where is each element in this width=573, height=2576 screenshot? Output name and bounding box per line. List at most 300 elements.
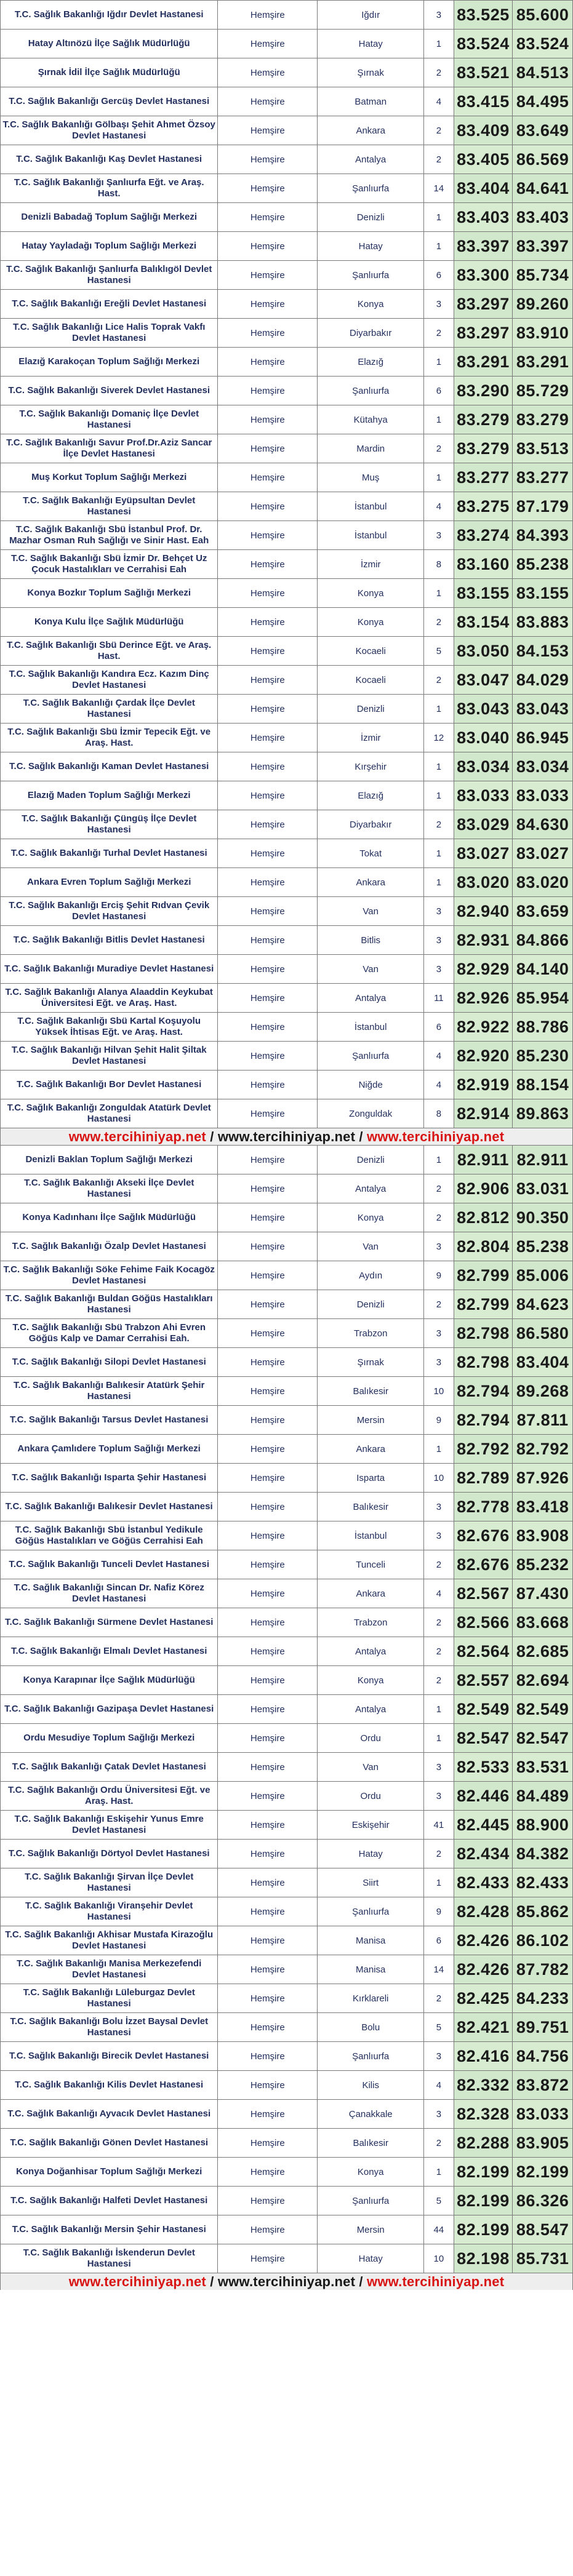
position-cell: Hemşire — [218, 724, 318, 752]
city-cell: Şanlıurfa — [318, 1042, 424, 1071]
city-cell: Zonguldak — [318, 1099, 424, 1128]
quota-cell: 1 — [424, 1435, 454, 1464]
max-score-cell: 83.027 — [513, 839, 573, 868]
quota-cell: 2 — [424, 1840, 454, 1868]
quota-cell: 3 — [424, 1232, 454, 1261]
position-cell: Hemşire — [218, 2129, 318, 2158]
city-cell: Niğde — [318, 1071, 424, 1099]
city-cell: Denizli — [318, 1146, 424, 1174]
max-score-cell: 88.900 — [513, 1811, 573, 1840]
quota-cell: 2 — [424, 810, 454, 839]
position-cell: Hemşire — [218, 492, 318, 521]
city-cell: Tunceli — [318, 1550, 424, 1579]
position-cell: Hemşire — [218, 1348, 318, 1377]
city-cell: Şanlıurfa — [318, 261, 424, 290]
city-cell: Konya — [318, 1203, 424, 1232]
quota-cell: 41 — [424, 1811, 454, 1840]
table-row — [1, 2215, 573, 2244]
institution-name-cell: T.C. Sağlık Bakanlığı Ereğli Devlet Hastanesi — [1, 290, 218, 319]
quota-cell: 3 — [424, 1521, 454, 1550]
min-score-cell: 83.524 — [454, 30, 513, 58]
min-score-cell: 82.426 — [454, 1926, 513, 1955]
city-cell: Elazığ — [318, 348, 424, 377]
institution-name-cell: Konya Kulu İlçe Sağlık Müdürlüğü — [1, 608, 218, 637]
min-score-cell: 82.920 — [454, 1042, 513, 1071]
min-score-cell: 83.029 — [454, 810, 513, 839]
position-cell: Hemşire — [218, 1811, 318, 1840]
institution-name-cell: T.C. Sağlık Bakanlığı Buldan Göğüs Hastalıkları Hastanesi — [1, 1290, 218, 1319]
institution-name-cell: T.C. Sağlık Bakanlığı Kaş Devlet Hastanesi — [1, 145, 218, 174]
institution-name-cell: T.C. Sağlık Bakanlığı Sürmene Devlet Hastanesi — [1, 1608, 218, 1637]
quota-cell: 10 — [424, 2244, 454, 2273]
table-row — [1, 2158, 573, 2187]
table-row — [1, 1782, 573, 1811]
max-score-cell: 89.751 — [513, 2013, 573, 2042]
institution-name-cell: T.C. Sağlık Bakanlığı Bitlis Devlet Hastanesi — [1, 926, 218, 955]
position-cell: Hemşire — [218, 116, 318, 145]
institution-name-cell: T.C. Sağlık Bakanlığı Gölbaşı Şehit Ahmet Özsoy Devlet Hastanesi — [1, 116, 218, 145]
banner-separator: / — [355, 2274, 367, 2289]
position-cell: Hemşire — [218, 1955, 318, 1984]
quota-cell: 2 — [424, 1608, 454, 1637]
min-score-cell: 82.328 — [454, 2100, 513, 2129]
city-cell: Hatay — [318, 1840, 424, 1868]
min-score-cell: 83.279 — [454, 405, 513, 434]
quota-cell: 14 — [424, 174, 454, 203]
city-cell: Kilis — [318, 2071, 424, 2100]
table-row — [1, 1840, 573, 1868]
max-score-cell: 87.430 — [513, 1579, 573, 1608]
max-score-cell: 84.630 — [513, 810, 573, 839]
table-row — [1, 1319, 573, 1348]
quota-cell: 3 — [424, 897, 454, 926]
table-row — [1, 1435, 573, 1464]
min-score-cell: 82.919 — [454, 1071, 513, 1099]
max-score-cell: 84.513 — [513, 58, 573, 87]
city-cell: Trabzon — [318, 1608, 424, 1637]
min-score-cell: 82.911 — [454, 1146, 513, 1174]
quota-cell: 1 — [424, 30, 454, 58]
quota-cell: 2 — [424, 319, 454, 348]
city-cell: Mersin — [318, 1406, 424, 1435]
min-score-cell: 83.027 — [454, 839, 513, 868]
city-cell: Konya — [318, 579, 424, 608]
position-cell: Hemşire — [218, 1146, 318, 1174]
min-score-cell: 82.533 — [454, 1753, 513, 1782]
city-cell: Antalya — [318, 1174, 424, 1203]
position-cell: Hemşire — [218, 1406, 318, 1435]
table-row — [1, 984, 573, 1013]
min-score-cell: 82.557 — [454, 1666, 513, 1695]
quota-cell: 3 — [424, 1, 454, 30]
city-cell: Ordu — [318, 1724, 424, 1753]
institution-name-cell: T.C. Sağlık Bakanlığı Alanya Alaaddin Keykubat Üniversitesi Eğt. ve Araş. Hast. — [1, 984, 218, 1013]
min-score-cell: 82.549 — [454, 1695, 513, 1724]
position-cell: Hemşire — [218, 1290, 318, 1319]
institution-name-cell: T.C. Sağlık Bakanlığı Kaman Devlet Hastanesi — [1, 752, 218, 781]
max-score-cell: 84.233 — [513, 1984, 573, 2013]
institution-name-cell: T.C. Sağlık Bakanlığı Balıkesir Devlet Hastanesi — [1, 1493, 218, 1521]
city-cell: Konya — [318, 1666, 424, 1695]
institution-name-cell: Şırnak İdil İlçe Sağlık Müdürlüğü — [1, 58, 218, 87]
banner-link-right[interactable]: www.tercihiniyap.net — [367, 1129, 505, 1144]
table-row — [1, 1868, 573, 1897]
table-row — [1, 868, 573, 897]
min-score-cell: 82.425 — [454, 1984, 513, 2013]
min-score-cell: 83.279 — [454, 434, 513, 463]
table-row — [1, 2244, 573, 2273]
position-cell: Hemşire — [218, 1232, 318, 1261]
max-score-cell: 85.238 — [513, 1232, 573, 1261]
max-score-cell: 84.393 — [513, 521, 573, 550]
table-row — [1, 839, 573, 868]
min-score-cell: 82.914 — [454, 1099, 513, 1128]
position-cell: Hemşire — [218, 1984, 318, 2013]
max-score-cell: 83.043 — [513, 695, 573, 724]
quota-cell: 3 — [424, 1319, 454, 1348]
institution-name-cell: T.C. Sağlık Bakanlığı Çüngüş İlçe Devlet Hastanesi — [1, 810, 218, 839]
quota-cell: 1 — [424, 868, 454, 897]
quota-cell: 2 — [424, 608, 454, 637]
table-row — [1, 1493, 573, 1521]
city-cell: Diyarbakır — [318, 319, 424, 348]
table-row — [1, 174, 573, 203]
max-score-cell: 83.020 — [513, 868, 573, 897]
table-row — [1, 608, 573, 637]
table-row — [1, 145, 573, 174]
position-cell: Hemşire — [218, 232, 318, 261]
table-row — [1, 1146, 573, 1174]
quota-cell: 8 — [424, 1099, 454, 1128]
table-row — [1, 319, 573, 348]
min-score-cell: 82.288 — [454, 2129, 513, 2158]
max-score-cell: 85.230 — [513, 1042, 573, 1071]
institution-name-cell: T.C. Sağlık Bakanlığı Kilis Devlet Hastanesi — [1, 2071, 218, 2100]
quota-cell: 2 — [424, 1637, 454, 1666]
max-score-cell: 82.694 — [513, 1666, 573, 1695]
institution-name-cell: T.C. Sağlık Bakanlığı Savur Prof.Dr.Aziz Sancar İlçe Devlet Hastanesi — [1, 434, 218, 463]
institution-name-cell: T.C. Sağlık Bakanlığı Ayvacık Devlet Hastanesi — [1, 2100, 218, 2129]
institution-name-cell: T.C. Sağlık Bakanlığı Hilvan Şehit Halit Şiltak Devlet Hastanesi — [1, 1042, 218, 1071]
quota-cell: 1 — [424, 1146, 454, 1174]
banner-separator: / — [206, 1129, 218, 1144]
city-cell: Ankara — [318, 116, 424, 145]
institution-name-cell: T.C. Sağlık Bakanlığı Akhisar Mustafa Kirazoğlu Devlet Hastanesi — [1, 1926, 218, 1955]
institution-name-cell: T.C. Sağlık Bakanlığı Gazipaşa Devlet Hastanesi — [1, 1695, 218, 1724]
max-score-cell: 84.140 — [513, 955, 573, 984]
city-cell: Siirt — [318, 1868, 424, 1897]
city-cell: Denizli — [318, 695, 424, 724]
institution-name-cell: T.C. Sağlık Bakanlığı Siverek Devlet Hastanesi — [1, 377, 218, 405]
table-row — [1, 1261, 573, 1290]
table-row — [1, 1406, 573, 1435]
table-row — [1, 926, 573, 955]
position-cell: Hemşire — [218, 1637, 318, 1666]
position-cell: Hemşire — [218, 1435, 318, 1464]
max-score-cell: 85.729 — [513, 377, 573, 405]
quota-cell: 4 — [424, 1071, 454, 1099]
institution-name-cell: T.C. Sağlık Bakanlığı Iğdır Devlet Hastanesi — [1, 1, 218, 30]
city-cell: Balıkesir — [318, 1493, 424, 1521]
table-row — [1, 87, 573, 116]
quota-cell: 2 — [424, 2129, 454, 2158]
city-cell: Hatay — [318, 232, 424, 261]
max-score-cell: 90.350 — [513, 1203, 573, 1232]
min-score-cell: 82.567 — [454, 1579, 513, 1608]
position-cell: Hemşire — [218, 1897, 318, 1926]
institution-name-cell: T.C. Sağlık Bakanlığı Bor Devlet Hastanesi — [1, 1071, 218, 1099]
city-cell: Diyarbakır — [318, 810, 424, 839]
min-score-cell: 83.034 — [454, 752, 513, 781]
min-score-cell: 82.445 — [454, 1811, 513, 1840]
website-banner — [0, 1128, 573, 1145]
min-score-cell: 83.290 — [454, 377, 513, 405]
table-row — [1, 261, 573, 290]
banner-link-left[interactable]: www.tercihiniyap.net — [68, 2274, 206, 2289]
max-score-cell: 86.326 — [513, 2187, 573, 2215]
max-score-cell: 85.734 — [513, 261, 573, 290]
max-score-cell: 87.926 — [513, 1464, 573, 1493]
quota-cell: 2 — [424, 116, 454, 145]
city-cell: Kocaeli — [318, 666, 424, 695]
quota-cell: 2 — [424, 1290, 454, 1319]
min-score-cell: 82.940 — [454, 897, 513, 926]
banner-link-left[interactable]: www.tercihiniyap.net — [68, 1129, 206, 1144]
institution-name-cell: T.C. Sağlık Bakanlığı Dörtyol Devlet Hastanesi — [1, 1840, 218, 1868]
table-row — [1, 1071, 573, 1099]
quota-cell: 5 — [424, 2013, 454, 2042]
position-cell: Hemşire — [218, 463, 318, 492]
max-score-cell: 83.034 — [513, 752, 573, 781]
position-cell: Hemşire — [218, 1464, 318, 1493]
banner-link-right[interactable]: www.tercihiniyap.net — [367, 2274, 505, 2289]
city-cell: Aydın — [318, 1261, 424, 1290]
city-cell: Trabzon — [318, 1319, 424, 1348]
quota-cell: 1 — [424, 1695, 454, 1724]
quota-cell: 4 — [424, 1042, 454, 1071]
institution-name-cell: T.C. Sağlık Bakanlığı Lüleburgaz Devlet Hastanesi — [1, 1984, 218, 2013]
table-row — [1, 1550, 573, 1579]
min-score-cell: 82.794 — [454, 1377, 513, 1406]
min-score-cell: 82.421 — [454, 2013, 513, 2042]
position-cell: Hemşire — [218, 1203, 318, 1232]
institution-name-cell: Konya Karapınar İlçe Sağlık Müdürlüğü — [1, 1666, 218, 1695]
min-score-cell: 82.926 — [454, 984, 513, 1013]
quota-cell: 3 — [424, 2042, 454, 2071]
max-score-cell: 86.102 — [513, 1926, 573, 1955]
max-score-cell: 82.433 — [513, 1868, 573, 1897]
min-score-cell: 82.794 — [454, 1406, 513, 1435]
city-cell: Van — [318, 1232, 424, 1261]
position-cell: Hemşire — [218, 290, 318, 319]
city-cell: Şanlıurfa — [318, 2042, 424, 2071]
min-score-cell: 82.799 — [454, 1261, 513, 1290]
max-score-cell: 85.600 — [513, 1, 573, 30]
quota-cell: 4 — [424, 87, 454, 116]
city-cell: İstanbul — [318, 1521, 424, 1550]
city-cell: Şanlıurfa — [318, 174, 424, 203]
table-row — [1, 810, 573, 839]
position-cell: Hemşire — [218, 145, 318, 174]
table-row — [1, 1232, 573, 1261]
quota-cell: 1 — [424, 781, 454, 810]
min-score-cell: 83.415 — [454, 87, 513, 116]
min-score-cell: 83.277 — [454, 463, 513, 492]
max-score-cell: 84.382 — [513, 1840, 573, 1868]
institution-name-cell: T.C. Sağlık Bakanlığı Çardak İlçe Devlet Hastanesi — [1, 695, 218, 724]
institution-name-cell: T.C. Sağlık Bakanlığı Gönen Devlet Hastanesi — [1, 2129, 218, 2158]
position-cell: Hemşire — [218, 2187, 318, 2215]
min-score-cell: 82.428 — [454, 1897, 513, 1926]
table-row — [1, 897, 573, 926]
max-score-cell: 83.668 — [513, 1608, 573, 1637]
position-cell: Hemşire — [218, 434, 318, 463]
institution-name-cell: Konya Bozkır Toplum Sağlığı Merkezi — [1, 579, 218, 608]
min-score-cell: 82.199 — [454, 2187, 513, 2215]
city-cell: Antalya — [318, 1637, 424, 1666]
position-cell: Hemşire — [218, 666, 318, 695]
quota-cell: 1 — [424, 839, 454, 868]
min-score-cell: 82.804 — [454, 1232, 513, 1261]
banner-link-mid[interactable]: www.tercihiniyap.net — [217, 1129, 356, 1144]
min-score-cell: 82.416 — [454, 2042, 513, 2071]
city-cell: Çanakkale — [318, 2100, 424, 2129]
min-score-cell: 83.297 — [454, 319, 513, 348]
table-row — [1, 695, 573, 724]
table-row — [1, 1753, 573, 1782]
institution-name-cell: T.C. Sağlık Bakanlığı Sincan Dr. Nafiz Körez Devlet Hastanesi — [1, 1579, 218, 1608]
city-cell: Van — [318, 1753, 424, 1782]
institution-table — [0, 0, 573, 1128]
quota-cell: 6 — [424, 1926, 454, 1955]
quota-cell: 1 — [424, 1724, 454, 1753]
table-row — [1, 666, 573, 695]
max-score-cell: 85.232 — [513, 1550, 573, 1579]
city-cell: Eskişehir — [318, 1811, 424, 1840]
institution-name-cell: T.C. Sağlık Bakanlığı Isparta Şehir Hastanesi — [1, 1464, 218, 1493]
table-row — [1, 2129, 573, 2158]
max-score-cell: 84.153 — [513, 637, 573, 666]
max-score-cell: 83.031 — [513, 1174, 573, 1203]
min-score-cell: 82.434 — [454, 1840, 513, 1868]
table-row — [1, 1608, 573, 1637]
table-row — [1, 2100, 573, 2129]
table-row — [1, 2187, 573, 2215]
institution-name-cell: T.C. Sağlık Bakanlığı Domaniç İlçe Devlet Hastanesi — [1, 405, 218, 434]
position-cell: Hemşire — [218, 1521, 318, 1550]
max-score-cell: 83.418 — [513, 1493, 573, 1521]
quota-cell: 2 — [424, 434, 454, 463]
city-cell: Kocaeli — [318, 637, 424, 666]
table-row — [1, 550, 573, 579]
quota-cell: 12 — [424, 724, 454, 752]
position-cell: Hemşire — [218, 1782, 318, 1811]
city-cell: Ankara — [318, 1435, 424, 1464]
max-score-cell: 83.659 — [513, 897, 573, 926]
position-cell: Hemşire — [218, 897, 318, 926]
quota-cell: 3 — [424, 290, 454, 319]
table-row — [1, 116, 573, 145]
min-score-cell: 82.199 — [454, 2158, 513, 2187]
quota-cell: 3 — [424, 1348, 454, 1377]
table-row — [1, 1203, 573, 1232]
min-score-cell: 82.332 — [454, 2071, 513, 2100]
max-score-cell: 89.268 — [513, 1377, 573, 1406]
position-cell: Hemşire — [218, 405, 318, 434]
min-score-cell: 82.792 — [454, 1435, 513, 1464]
table-row — [1, 1811, 573, 1840]
quota-cell: 1 — [424, 463, 454, 492]
min-score-cell: 82.798 — [454, 1348, 513, 1377]
table-row — [1, 1666, 573, 1695]
position-cell: Hemşire — [218, 1840, 318, 1868]
quota-cell: 3 — [424, 955, 454, 984]
min-score-cell: 83.047 — [454, 666, 513, 695]
city-cell: Van — [318, 897, 424, 926]
city-cell: Antalya — [318, 1695, 424, 1724]
city-cell: Van — [318, 955, 424, 984]
max-score-cell: 83.883 — [513, 608, 573, 637]
institution-name-cell: T.C. Sağlık Bakanlığı Kandıra Ecz. Kazım Dinç Devlet Hastanesi — [1, 666, 218, 695]
max-score-cell: 84.623 — [513, 1290, 573, 1319]
institution-name-cell: T.C. Sağlık Bakanlığı Sbü İstanbul Prof. Dr. Mazhar Osman Ruh Sağlığı ve Sinir Hast. Eah — [1, 521, 218, 550]
min-score-cell: 82.566 — [454, 1608, 513, 1637]
min-score-cell: 82.922 — [454, 1013, 513, 1042]
max-score-cell: 83.397 — [513, 232, 573, 261]
city-cell: Bolu — [318, 2013, 424, 2042]
institution-name-cell: T.C. Sağlık Bakanlığı Birecik Devlet Hastanesi — [1, 2042, 218, 2071]
institution-name-cell: T.C. Sağlık Bakanlığı Eyüpsultan Devlet Hastanesi — [1, 492, 218, 521]
table-row — [1, 1377, 573, 1406]
max-score-cell: 87.811 — [513, 1406, 573, 1435]
quota-cell: 3 — [424, 2100, 454, 2129]
position-cell: Hemşire — [218, 1753, 318, 1782]
city-cell: Şanlıurfa — [318, 2187, 424, 2215]
quota-cell: 3 — [424, 1753, 454, 1782]
institution-name-cell: T.C. Sağlık Bakanlığı İskenderun Devlet Hastanesi — [1, 2244, 218, 2273]
max-score-cell: 85.862 — [513, 1897, 573, 1926]
quota-cell: 1 — [424, 579, 454, 608]
max-score-cell: 83.649 — [513, 116, 573, 145]
min-score-cell: 82.446 — [454, 1782, 513, 1811]
min-score-cell: 82.199 — [454, 2215, 513, 2244]
position-cell: Hemşire — [218, 839, 318, 868]
institution-name-cell: Elazığ Karakoçan Toplum Sağlığı Merkezi — [1, 348, 218, 377]
min-score-cell: 83.020 — [454, 868, 513, 897]
min-score-cell: 82.676 — [454, 1521, 513, 1550]
position-cell: Hemşire — [218, 1724, 318, 1753]
max-score-cell: 85.731 — [513, 2244, 573, 2273]
institution-name-cell: Hatay Altınözü İlçe Sağlık Müdürlüğü — [1, 30, 218, 58]
min-score-cell: 82.547 — [454, 1724, 513, 1753]
institution-name-cell: T.C. Sağlık Bakanlığı Gercüş Devlet Hastanesi — [1, 87, 218, 116]
table-row — [1, 1013, 573, 1042]
table-row — [1, 2071, 573, 2100]
position-cell: Hemşire — [218, 348, 318, 377]
city-cell: Ankara — [318, 868, 424, 897]
institution-name-cell: T.C. Sağlık Bakanlığı Turhal Devlet Hastanesi — [1, 839, 218, 868]
table-row — [1, 1984, 573, 2013]
banner-link-mid[interactable]: www.tercihiniyap.net — [217, 2274, 356, 2289]
institution-name-cell: T.C. Sağlık Bakanlığı Şanlıurfa Eğt. ve Araş. Hast. — [1, 174, 218, 203]
institution-name-cell: T.C. Sağlık Bakanlığı Söke Fehime Faik Kocagöz Devlet Hastanesi — [1, 1261, 218, 1290]
min-score-cell: 83.521 — [454, 58, 513, 87]
city-cell: Antalya — [318, 984, 424, 1013]
min-score-cell: 82.929 — [454, 955, 513, 984]
table-row — [1, 203, 573, 232]
min-score-cell: 83.274 — [454, 521, 513, 550]
max-score-cell: 84.029 — [513, 666, 573, 695]
